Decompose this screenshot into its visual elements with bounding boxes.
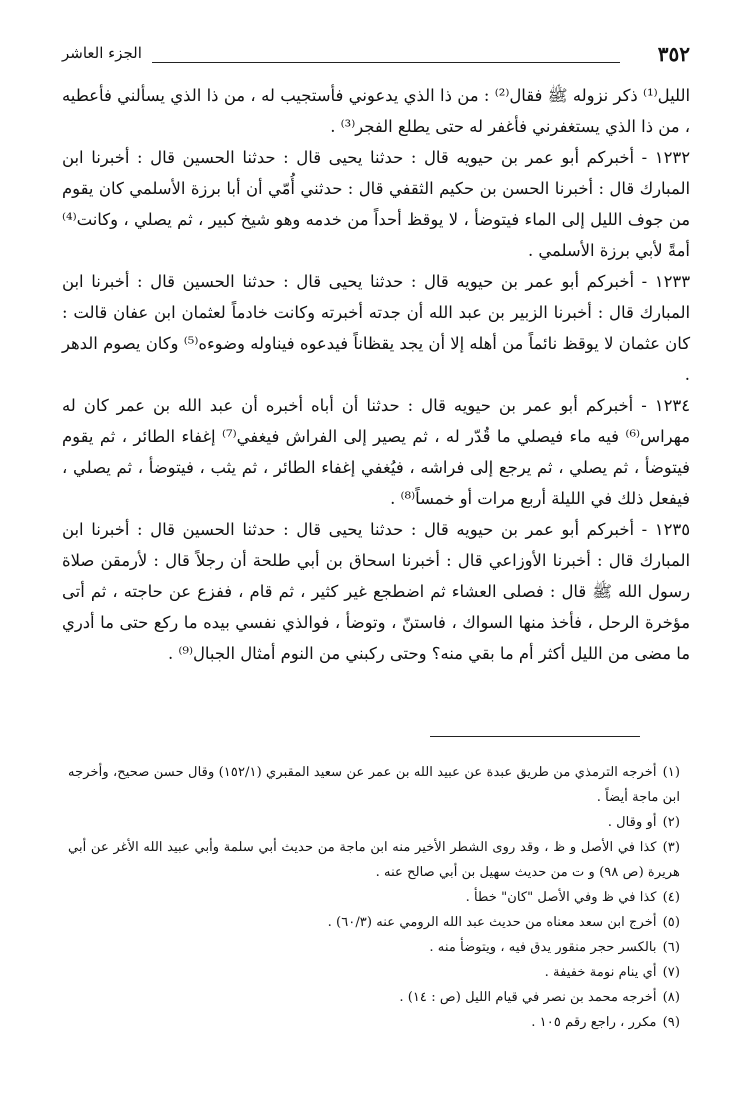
footnote xyxy=(68,910,680,935)
footnote-text: كذا في ظ وفي الأصل "كان" خطأ . xyxy=(465,890,657,905)
page-header xyxy=(62,30,690,66)
footnote-text: بالكسر حجر منقور يدق فيه ، ويتوضأ منه . xyxy=(429,940,657,955)
footnote xyxy=(68,885,680,910)
footnote-number: (٨) xyxy=(662,990,680,1005)
footnote-number: (٢) xyxy=(662,815,680,830)
footnote xyxy=(68,760,680,810)
paragraph: الليل⁽¹⁾ ذكر نزوله ﷺ فقال⁽²⁾ : من ذا الذي يدعوني فأستجيب له ، من ذا الذي يسألني فأعطيه ، من ذا الذي يستغفرني فأغفر له حتى يطلع الفجر⁽³⁾ . xyxy=(62,86,690,136)
header-rule xyxy=(152,62,620,63)
footnote-text: كذا في الأصل و ظ ، وقد روى الشطر الأخير منه ابن ماجة من حديث أبي سلمة وأبي عبيد الله الأغر عن أبي هريرة (ص ٩٨) و ت من حديث سهيل بن أبي صالح عنه . xyxy=(68,840,680,880)
footnote xyxy=(68,810,680,835)
footnote xyxy=(68,935,680,960)
main-text xyxy=(62,80,690,669)
footnote-text: أخرجه محمد بن نصر في قيام الليل (ص : ١٤) . xyxy=(399,990,657,1005)
footnote-number: (٧) xyxy=(662,965,680,980)
hadith-1233: ١٢٣٣ - أخبركم أبو عمر بن حيويه قال : حدثنا يحيى قال : حدثنا الحسين قال : أخبرنا ابن المبارك قال : أخبرنا الزبير بن عبد الله أن جدته أخبرته وكانت خادماً لعثمان ابن عفان قالت : كان عثمان لا يوقظ نائماً من أهله إلا أن يجد يقظاناً فيدعوه فيناوله وضوءه⁽⁵⁾ وكان يصوم الدهر . xyxy=(62,272,690,384)
footnote-number: (١) xyxy=(662,765,680,780)
footnotes xyxy=(68,760,680,1035)
footnote-text: أي ينام نومة خفيفة . xyxy=(544,965,657,980)
footnote xyxy=(68,1010,680,1035)
hadith-1234: ١٢٣٤ - أخبركم أبو عمر بن حيويه قال : حدثنا أن أباه أخبره أن عبد الله بن عمر كان له مهراس⁽⁶⁾ فيه ماء فيصلي ما قُدّر له ، ثم يصير إلى الفراش فيغفي⁽⁷⁾ إغفاء الطائر ، ثم يقوم فيتوضأ ، ثم يصلي ، ثم يرجع إلى فراشه ، فيُغفي إغفاء الطائر ، ثم يثب ، فيتوضأ ، ثم يصلي ، فيفعل ذلك في الليلة أربع مرات أو خمساً⁽⁸⁾ . xyxy=(62,396,690,508)
hadith-1235: ١٢٣٥ - أخبركم أبو عمر بن حيويه قال : حدثنا يحيى قال : حدثنا الحسين قال : أخبرنا ابن المبارك قال : أخبرنا الأوزاعي قال : أخبرنا اسحاق بن أبي طلحة أن رجلاً قال : لأرمقن صلاة رسول الله ﷺ قال : فصلى العشاء ثم اضطجع غير كثير ، ثم قام ، ففزع عن حاجته ، ثم أتى مؤخرة الرحل ، فأخذ منها السواك ، فاستنّ ، وتوضأ ، فوالذي نفسي بيده ما ركع حتى ما أدري ما مضى من الليل أكثر أم ما بقي منه؟ وحتى ركبني من النوم أمثال الجبال⁽⁹⁾ . xyxy=(62,520,690,663)
footnote-number: (٩) xyxy=(662,1015,680,1030)
page-number: ٣٥٢ xyxy=(657,42,690,66)
footnote-text: أو وقال . xyxy=(607,815,657,830)
hadith-1232: ١٢٣٢ - أخبركم أبو عمر بن حيويه قال : حدثنا يحيى قال : حدثنا الحسين قال : أخبرنا ابن المبارك قال : أخبرنا الحسن بن حكيم الثقفي قال : حدثني أُمّي أن أبا برزة الأسلمي كان يقوم من جوف الليل إلى الماء فيتوضأ ، لا يوقظ أحداً من خدمه وهو شيخ كبير ، ثم يصلي ، وكانت⁽⁴⁾ أمةً لأبي برزة الأسلمي . xyxy=(62,148,690,260)
footnote-number: (٦) xyxy=(662,940,680,955)
footnote xyxy=(68,985,680,1010)
footnote-text: أخرج ابن سعد معناه من حديث عبد الله الرومي عنه (٦٠/٣) . xyxy=(327,915,657,930)
footnote-number: (٥) xyxy=(662,915,680,930)
footnote-text: مكرر ، راجع رقم ١٠٥ . xyxy=(531,1015,657,1030)
footnote-text: أخرجه الترمذي من طريق عبدة عن عبيد الله بن عمر عن سعيد المقبري (١٥٢/١) وقال حسن صحيح، وأخرجه ابن ماجة أيضاً . xyxy=(68,765,680,805)
footnote-number: (٤) xyxy=(662,890,680,905)
footnote xyxy=(68,960,680,985)
footnote-number: (٣) xyxy=(662,840,680,855)
footnote-separator xyxy=(430,736,640,737)
footnote xyxy=(68,835,680,885)
running-title: الجزء العاشر xyxy=(62,44,142,62)
